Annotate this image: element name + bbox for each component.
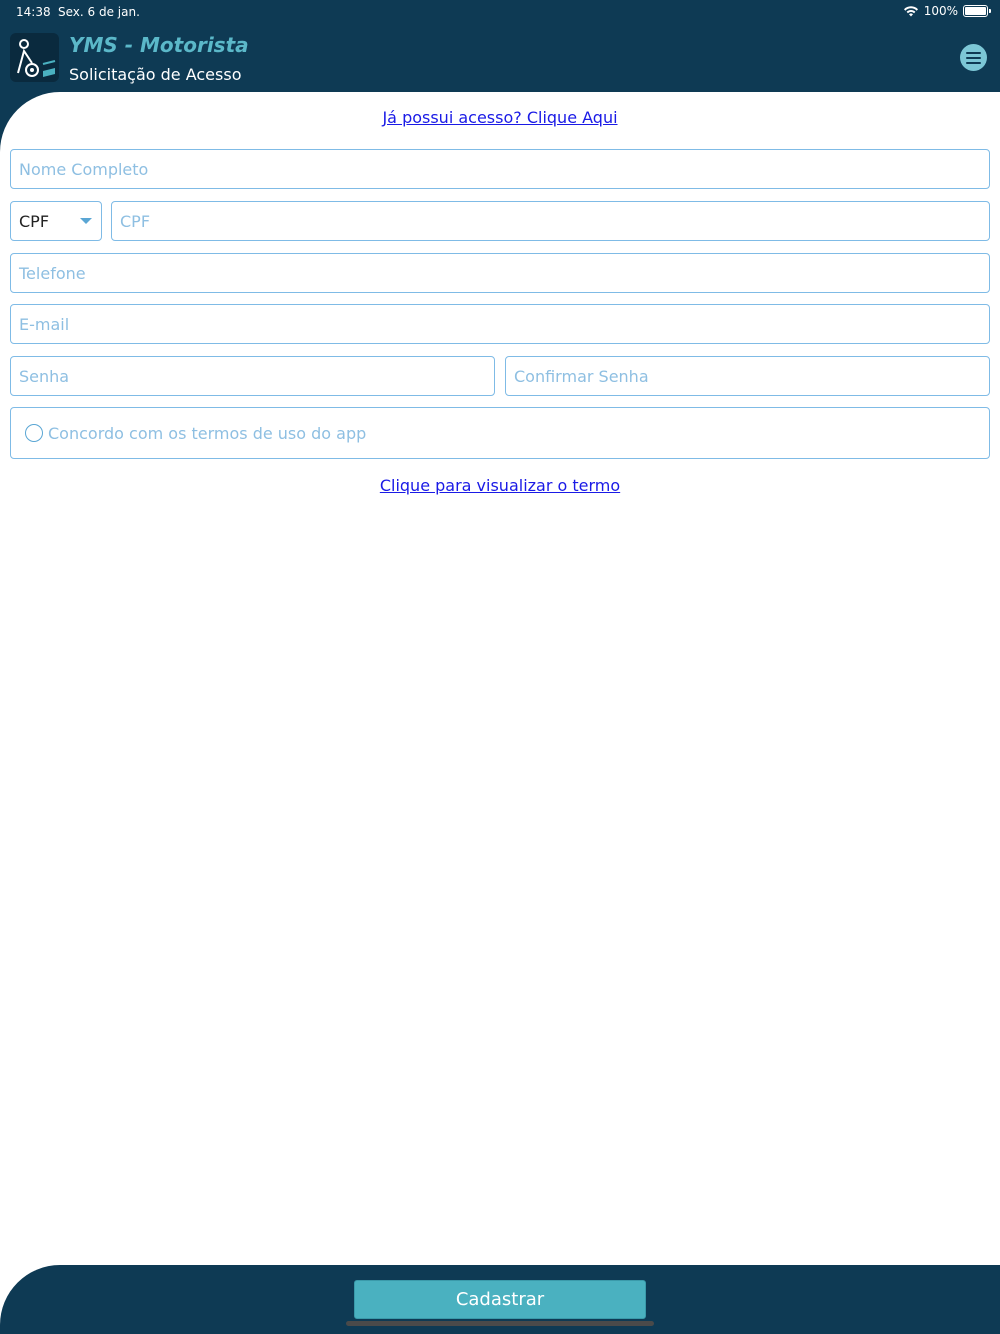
document-type-select[interactable] <box>10 201 102 241</box>
page-subtitle: Solicitação de Acesso <box>69 65 242 84</box>
chevron-down-icon <box>80 218 92 224</box>
hamburger-menu-icon-line <box>966 57 981 59</box>
full-name-placeholder: Nome Completo <box>19 159 149 179</box>
hamburger-menu-icon-line <box>966 62 981 64</box>
view-terms-link[interactable]: Clique para visualizar o termo <box>379 476 621 495</box>
app-logo <box>10 33 59 82</box>
phone-input[interactable] <box>10 253 990 293</box>
status-date: Sex. 6 de jan. <box>58 5 140 19</box>
email-input[interactable] <box>10 304 990 344</box>
wifi-icon <box>903 5 919 17</box>
status-bar <box>0 0 1000 24</box>
register-button[interactable]: Cadastrar <box>354 1280 646 1319</box>
login-link[interactable]: Já possui acesso? Clique Aqui <box>382 108 618 127</box>
terms-label: Concordo com os termos de uso do app <box>48 423 367 443</box>
registration-form <box>0 92 1000 1265</box>
document-number-input[interactable] <box>111 201 990 241</box>
full-name-input[interactable] <box>10 149 990 189</box>
document-type-value: CPF <box>19 211 50 231</box>
driver-logo-icon <box>10 33 59 82</box>
confirm-password-placeholder: Confirmar Senha <box>514 366 649 386</box>
home-indicator <box>346 1321 654 1326</box>
phone-placeholder: Telefone <box>19 263 86 283</box>
confirm-password-input[interactable] <box>505 356 990 396</box>
terms-radio[interactable] <box>25 424 43 442</box>
status-indicators <box>903 4 988 18</box>
terms-agreement[interactable] <box>10 407 990 459</box>
battery-percentage: 100% <box>923 4 958 18</box>
battery-icon <box>963 5 988 17</box>
password-input[interactable] <box>10 356 495 396</box>
status-time: 14:38 <box>16 5 51 19</box>
menu-button[interactable] <box>960 44 987 71</box>
app-title: YMS - Motorista <box>69 33 249 57</box>
email-placeholder: E-mail <box>19 314 70 334</box>
hamburger-menu-icon <box>966 52 981 54</box>
document-number-placeholder: CPF <box>120 211 151 231</box>
password-placeholder: Senha <box>19 366 70 386</box>
app-header <box>0 24 1000 92</box>
